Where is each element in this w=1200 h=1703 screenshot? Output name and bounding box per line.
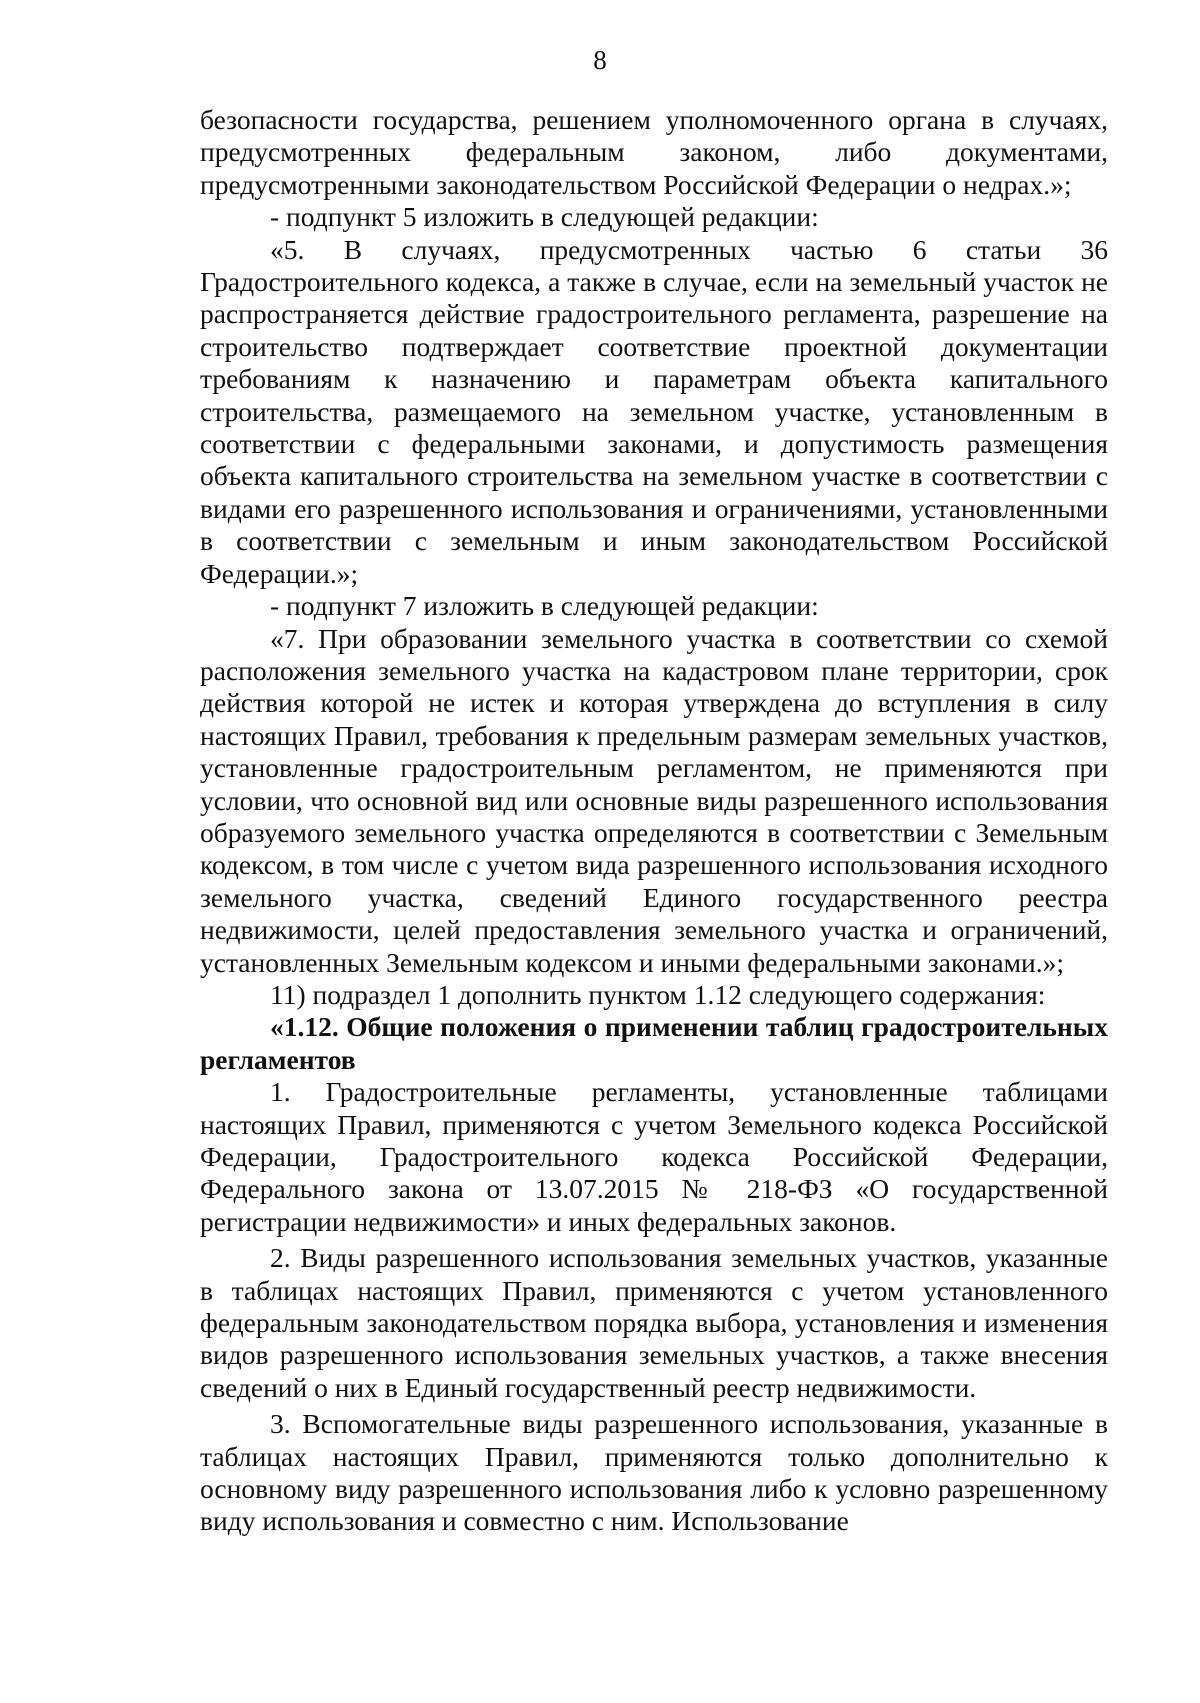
- paragraph-point-2: 2. Виды разрешенного использования земельных участков, указанные в таблицах настоящих Правил, применяются с учетом установленного федеральным законодательством порядка выбора, установления и изменения видов разрешенного использования земельных участков, а также внесения сведений о них в Единый государственный реестр недвижимости.: [200, 1242, 1108, 1403]
- page-number: 8: [593, 45, 607, 75]
- paragraph-point-3: 3. Вспомогательные виды разрешенного использования, указанные в таблицах настоящих Правил, применяются только дополнительно к основному виду разрешенного использования либо к условно разрешенному виду использования и совместно с ним. Использование: [200, 1408, 1108, 1537]
- section-heading-1-12: «1.12. Общие положения о применении таблиц градостроительных регламентов: [200, 1011, 1108, 1075]
- paragraph-subpoint-7: «7. При образовании земельного участка в соответствии со схемой расположения земельного участка на кадастровом плане территории, срок действия которой не истек и которая утверждена до вступления в силу настоящих Правил, требования к предельным размерам земельных участков, установленные градостроительным регламентом, не применяются при условии, что основной вид или основные виды разрешенного использования образуемого земельного участка определяются в соответствии с Земельным кодексом, в том числе с учетом вида разрешенного использования исходного земельного участка, сведений Единого государственного реестра недвижимости, целей предоставления земельного участка и ограничений, установленных Земельным кодексом и иными федеральными законами.»;: [200, 622, 1108, 978]
- paragraph-subpoint-5-intro: - подпункт 5 изложить в следующей редакции:: [270, 201, 819, 233]
- paragraph-subpoint-5: «5. В случаях, предусмотренных частью 6 статьи 36 Градостроительного кодекса, а также в случае, если на земельный участок не распространяется действие градостроительного регламента, разрешение на строительство подтверждает соответствие проектной документации требованиям к назначению и параметрам объекта капитального строительства, размещаемого на земельном участке, установленным в соответствии с федеральными законами, и допустимость размещения объекта капитального строительства на земельном участке в соответствии с видами его разрешенного использования и ограничениями, установленными в соответствии с земельным и иным законодательством Российской Федерации.»;: [200, 233, 1108, 589]
- paragraph-point-1: 1. Градостроительные регламенты, установленные таблицами настоящих Правил, применяются с учетом Земельного кодекса Российской Федерации, Градостроительного кодекса Российской Федерации, Федерального закона от 13.07.2015 № 218-ФЗ «О государственной регистрации недвижимости» и иных федеральных законов.: [200, 1076, 1108, 1237]
- document-body: [200, 104, 1108, 1538]
- paragraph-subpoint-7-intro: - подпункт 7 изложить в следующей редакции:: [270, 590, 819, 622]
- paragraph-item-11: 11) подраздел 1 дополнить пунктом 1.12 следующего содержания:: [270, 978, 1046, 1010]
- paragraph-continuation: безопасности государства, решением уполномоченного органа в случаях, предусмотренных федеральным законом, либо документами, предусмотренными законодательством Российской Федерации о недрах.»;: [200, 104, 1108, 200]
